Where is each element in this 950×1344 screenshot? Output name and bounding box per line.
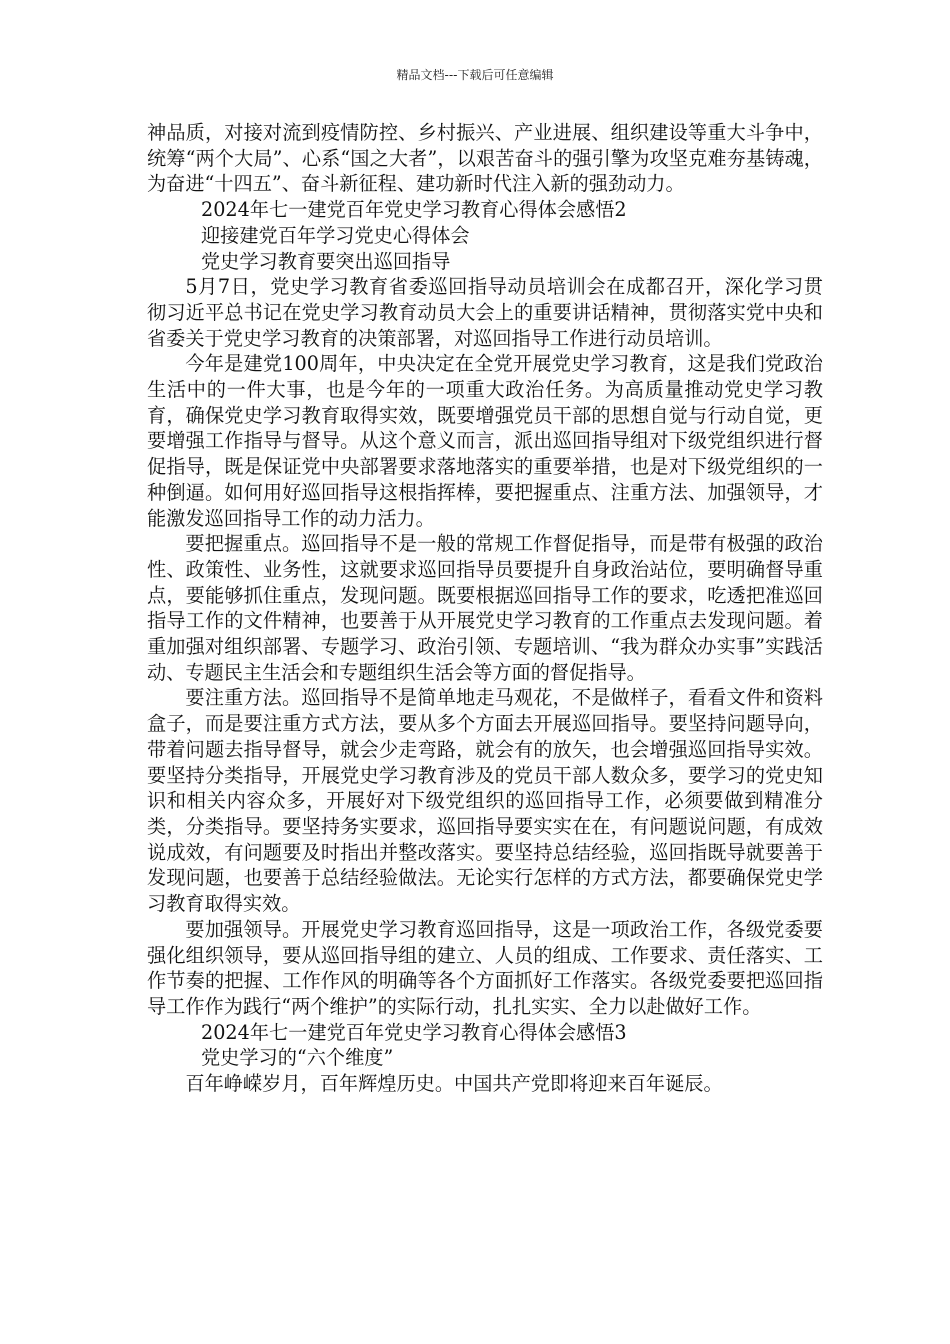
- paragraph: 要注重方法。巡回指导不是简单地走马观花，不是做样子，看看文件和资料盒子，而是要注重方式方法，要从多个方面去开展巡回指导。要坚持问题导向，带着问题去指导督导，就会少走弯路，就会有的放矢，也会增强巡回指导实效。要坚持分类指导，开展党史学习教育涉及的党员干部人数众多，要学习的党史知识和相关内容众多，开展好对下级党组织的巡回指导工作，必须要做到精准分类，分类指导。要坚持务实要求，巡回指导要实实在在，有问题说问题，有成效说成效，有问题要及时指出并整改落实。要坚持总结经验，巡回指既导就要善于发现问题，也要善于总结经验做法。无论实行怎样的方式方法，都要确保党史学习教育取得实效。: [147, 686, 823, 916]
- paragraph-continuation: 神品质，对接对流到疫情防控、乡村振兴、产业进展、组织建设等重大斗争中，统筹“两个大局”、心系“国之大者”，以艰苦奋斗的强引擎为攻坚克难夯基铸魂，为奋进“十四五”、奋斗新征程、建功新时代注入新的强劲动力。: [147, 121, 823, 196]
- article-title: 党史学习教育要突出巡回指导: [201, 249, 451, 273]
- paragraph: 要加强领导。开展党史学习教育巡回指导，这是一项政治工作，各级党委要强化组织领导，要从巡回指导组的建立、人员的组成、工作要求、责任落实、工作节奏的把握、工作作风的明确等各个方面抓好工作落实。各级党委要把巡回指导工作作为践行“两个维护”的实际行动，扎扎实实、全力以赴做好工作。: [147, 917, 823, 1018]
- paragraph: 要把握重点。巡回指导不是一般的常规工作督促指导，而是带有极强的政治性、政策性、业务性，这就要求巡回指导员要提升自身政治站位，要明确督导重点，要能够抓住重点，发现问题。既要根据巡回指导工作的要求，吃透把准巡回指导工作的文件精神，也要善于从开展党史学习教育的工作重点去发现问题。着重加强对组织部署、专题学习、政治引领、专题培训、“我为群众办实事”实践活动、专题民主生活会和专题组织生活会等方面的督促指导。: [147, 532, 823, 684]
- paragraph: 5月7日，党史学习教育省委巡回指导动员培训会在成都召开，深化学习贯彻习近平总书记在党史学习教育动员大会上的重要讲话精神，贯彻落实党中央和省委关于党史学习教育的决策部署，对巡回指导工作进行动员培训。: [147, 275, 823, 350]
- document-body: [147, 120, 823, 1097]
- page-header: 精品文档---下载后可任意编辑: [396, 68, 554, 82]
- section-subtitle: 迎接建党百年学习党史心得体会: [201, 223, 470, 247]
- paragraph: 百年峥嵘岁月，百年辉煌历史。中国共产党即将迎来百年诞辰。: [185, 1072, 723, 1096]
- article-title: 党史学习的“六个维度”: [201, 1046, 394, 1070]
- section-title-3: 2024年七一建党百年党史学习教育心得体会感悟3: [201, 1020, 627, 1044]
- section-title-2: 2024年七一建党百年党史学习教育心得体会感悟2: [201, 198, 627, 222]
- paragraph: 今年是建党100周年，中央决定在全党开展党史学习教育，这是我们党政治生活中的一件大事，也是今年的一项重大政治任务。为高质量推动党史学习教育，确保党史学习教育取得实效，既要增强党员干部的思想自觉与行动自觉，更要增强工作指导与督导。从这个意义而言，派出巡回指导组对下级党组织进行督促指导，既是保证党中央部署要求落地落实的重要举措，也是对下级党组织的一种倒逼。如何用好巡回指导这根指挥棒，要把握重点、注重方法、加强领导，才能激发巡回指导工作的动力活力。: [147, 352, 823, 530]
